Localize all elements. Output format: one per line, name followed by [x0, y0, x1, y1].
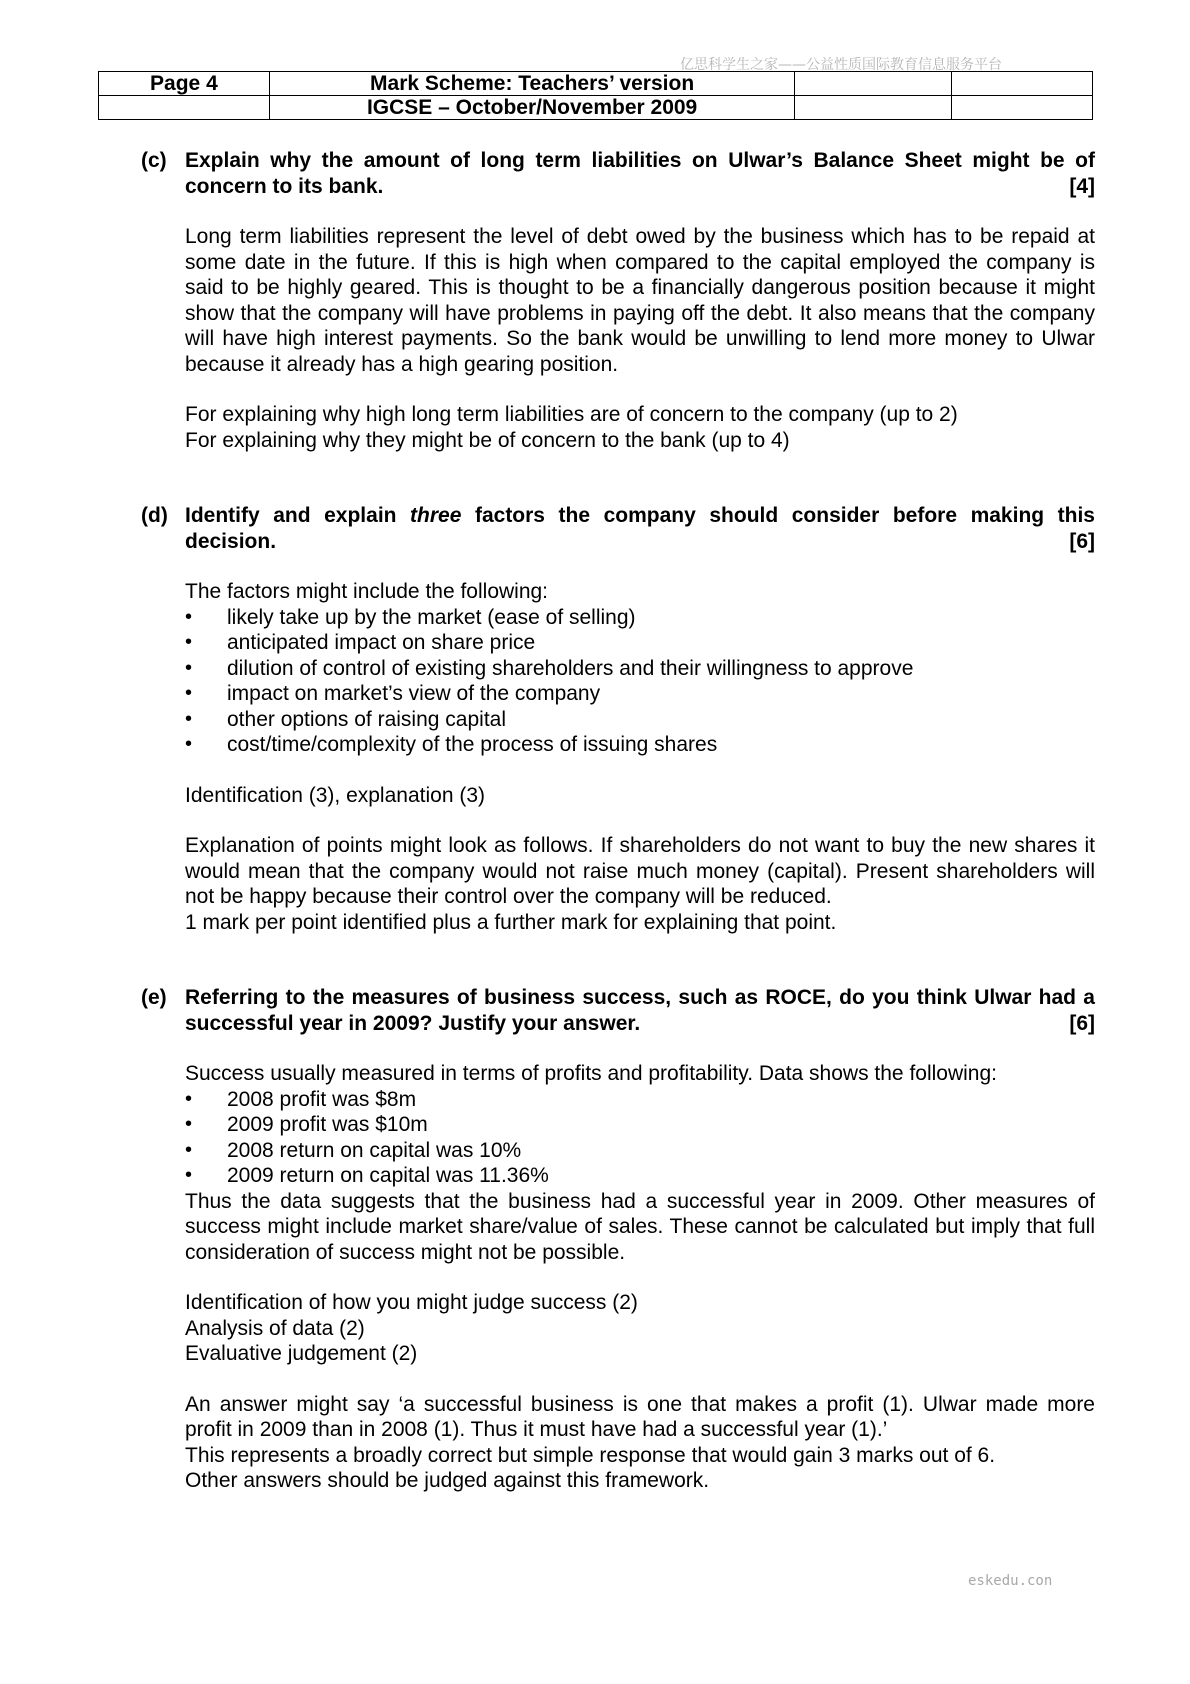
- data-list: [185, 1087, 1095, 1189]
- header-cell-empty: [795, 72, 952, 96]
- list-item: • anticipated impact on share price: [185, 630, 1095, 656]
- header-table: [98, 71, 1093, 120]
- answer-intro: The factors might include the following:: [185, 580, 549, 603]
- question-text: Referring to the measures of business success, such as ROCE, do you think Ulwar had a successful year in 2009? Justify your answer.: [185, 986, 1095, 1035]
- question-text-emphasis: three: [410, 504, 462, 527]
- header-cell-empty: [952, 96, 1093, 120]
- answer-c: [141, 224, 1095, 453]
- answer-paragraph: Long term liabilities represent the level of debt owed by the business which has to be repaid at some date in the future. If this is high when compared to the capital employed the company is said to be highly geared. This is thought to be a financially dangerous position because it might show that the company will have problems in paying off the debt. It also means that the company will have high interest payments. So the bank would be unwilling to lend more money to Ulwar because it already has a high gearing position.: [185, 225, 1095, 376]
- note-line: This represents a broadly correct but simple response that would gain 3 marks out of 6.: [185, 1443, 996, 1467]
- criteria-line: For explaining why they might be of concern to the bank (up to 4): [185, 428, 790, 452]
- list-item: • dilution of control of existing shareholders and their willingness to approve: [185, 656, 1095, 682]
- note-line: Other answers should be judged against this framework.: [185, 1469, 710, 1492]
- list-item: • cost/time/complexity of the process of issuing shares: [185, 732, 1095, 758]
- header-cell-empty: [99, 96, 270, 120]
- factor-list: [185, 605, 1095, 758]
- question-label: (e): [141, 986, 167, 1009]
- question-d: [141, 503, 1095, 554]
- question-marks: [4]: [1069, 174, 1095, 198]
- answer-d: [141, 579, 1095, 935]
- question-label: (c): [141, 149, 167, 172]
- header-cell-empty: [952, 72, 1093, 96]
- list-item: • other options of raising capital: [185, 707, 1095, 733]
- header-cell-empty: [795, 96, 952, 120]
- question-e: [141, 985, 1095, 1036]
- question-text-pre: Identify and explain: [185, 504, 411, 527]
- question-label: (d): [141, 504, 168, 527]
- conclusion-paragraph: Thus the data suggests that the business had a successful year in 2009. Other measures of success might include market share/value of sales. These cannot be calculated but imply that full consideration of success might not be possible.: [185, 1189, 1095, 1264]
- list-item: • likely take up by the market (ease of selling): [185, 605, 1095, 631]
- explanation-note: 1 mark per point identified plus a further mark for explaining that point.: [185, 910, 837, 934]
- example-answer: An answer might say ‘a successful business is one that makes a profit (1). Ulwar made more profit in 2009 than in 2008 (1). Thus it must have had a successful year (1).’: [185, 1392, 1095, 1441]
- document-title: Mark Scheme: Teachers’ version: [269, 72, 795, 96]
- question-text: Explain why the amount of long term liabilities on Ulwar’s Balance Sheet might be of concern to its bank.: [185, 149, 1095, 198]
- question-marks: [6]: [1069, 529, 1095, 553]
- criteria-line: Analysis of data (2): [185, 1316, 365, 1340]
- watermark-top: 亿思科学生之家——公益性质国际教育信息服务平台: [680, 57, 1002, 73]
- exam-session: IGCSE – October/November 2009: [269, 96, 795, 120]
- question-c: [141, 148, 1095, 199]
- answer-intro: Success usually measured in terms of profits and profitability. Data shows the following:: [185, 1062, 997, 1085]
- question-text-post: factors the company should consider before making this decision.: [185, 504, 1095, 553]
- list-item: • 2009 profit was $10m: [185, 1112, 1095, 1138]
- answer-e: [141, 1061, 1095, 1494]
- criteria-line: Evaluative judgement (2): [185, 1342, 418, 1365]
- page-content: [141, 148, 1095, 1494]
- list-item: • impact on market’s view of the company: [185, 681, 1095, 707]
- page-number: Page 4: [99, 72, 270, 96]
- marks-breakdown: Identification (3), explanation (3): [185, 783, 485, 807]
- criteria-line: For explaining why high long term liabilities are of concern to the company (up to 2): [185, 403, 958, 426]
- list-item: • 2008 profit was $8m: [185, 1087, 1095, 1113]
- criteria-line: Identification of how you might judge success (2): [185, 1291, 638, 1314]
- question-marks: [6]: [1069, 1011, 1095, 1035]
- list-item: • 2009 return on capital was 11.36%: [185, 1163, 1095, 1189]
- watermark-bottom: eskedu.con: [968, 1573, 1053, 1589]
- list-item: • 2008 return on capital was 10%: [185, 1138, 1095, 1164]
- explanation-paragraph: Explanation of points might look as follows. If shareholders do not want to buy the new shares it would mean that the company would not raise much money (capital). Present shareholders will not be happy because their control over the company will be reduced.: [185, 834, 1095, 908]
